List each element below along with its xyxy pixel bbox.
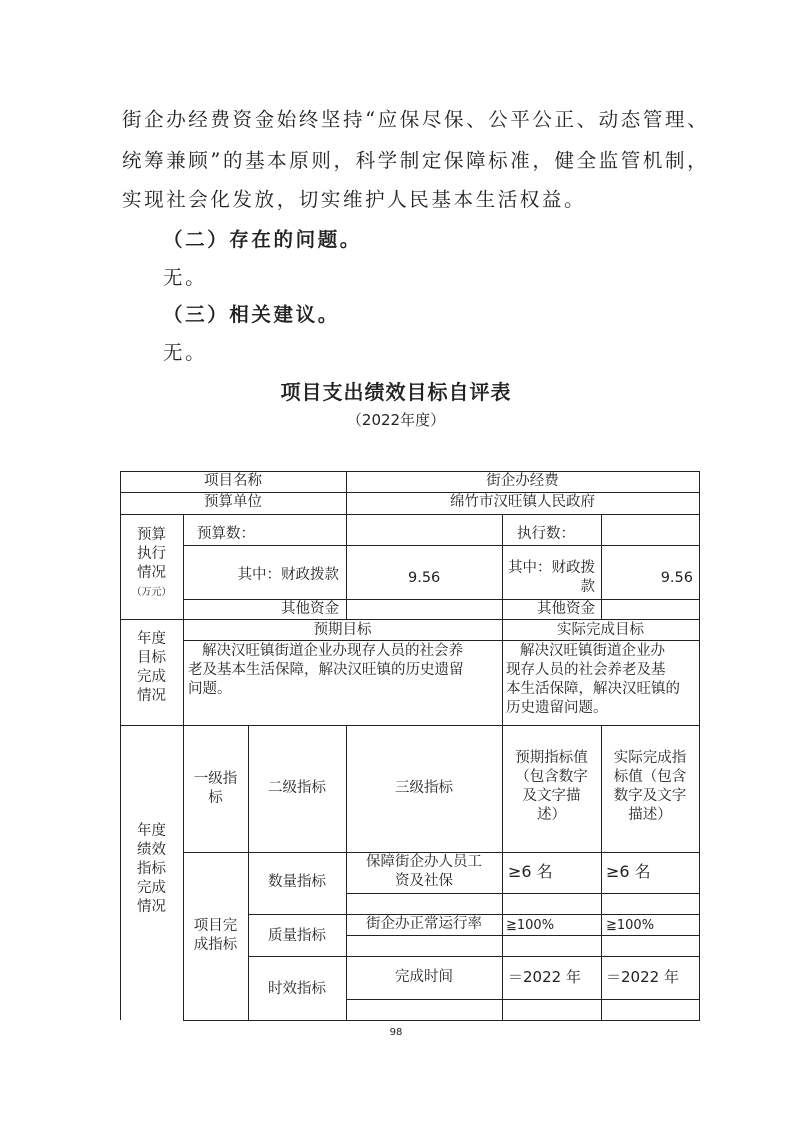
annual-goal-label: 年度 目标 完成 情况 <box>137 631 166 704</box>
table-title: 项目支出绩效目标自评表 <box>280 380 512 404</box>
project-name-value: 街企办经费 <box>486 473 559 489</box>
project-name-label: 项目名称 <box>204 473 262 489</box>
expected-goal-label: 预期目标 <box>313 622 372 638</box>
intro-line-1: 街企办经费资金始终坚持“应保尽保、公平公正、动态管理、 <box>122 108 710 131</box>
other-funds-label-2: 其他资金 <box>537 601 595 617</box>
level2-header: 二级指标 <box>268 780 326 796</box>
row-time-expected: ＝2022 年 <box>508 968 581 986</box>
row-time-level3: 完成时间 <box>395 969 453 985</box>
exec-unit: （万元） <box>131 587 172 598</box>
intro-line-3: 实现社会化发放，切实维护人民基本生活权益。 <box>122 188 587 211</box>
project-completion-label: 项目完 成指标 <box>193 918 238 953</box>
fiscal-exec-label: 其中：财政拨 款 <box>508 560 595 595</box>
budget-unit-label: 预算单位 <box>204 494 262 510</box>
row-quality-actual: ≧100% <box>606 918 655 933</box>
actual-value-header: 实际完成指 标值（包含 数字及文字 描述） <box>613 750 687 823</box>
other-funds-label: 其他资金 <box>281 601 339 617</box>
row-quality-expected: ≧100% <box>506 918 555 933</box>
perf-label: 年度 绩效 指标 完成 情况 <box>137 823 166 915</box>
row-time-level2: 时效指标 <box>268 981 326 997</box>
level1-header: 一级指 标 <box>193 771 238 806</box>
row-quantity-actual: ≥6 名 <box>606 862 651 881</box>
budget-amount-label: 预算数： <box>197 526 255 542</box>
expected-value-header: 预期指标值 （包含数字 及文字描 述） <box>515 750 588 823</box>
intro-line-2: 统筹兼顾”的基本原则，科学制定保障标准，健全监管机制， <box>122 149 710 172</box>
row-quantity-expected: ≥6 名 <box>508 862 553 881</box>
actual-goal-text: 解决汉旺镇街道企业办 现存人员的社会养老及基 本生活保障，解决汉旺镇的 历史遗留问题。 <box>506 643 680 716</box>
fiscal-exec-value: 9.56 <box>660 570 693 586</box>
fiscal-budget-value: 9.56 <box>408 570 441 586</box>
section-3-body: 无。 <box>163 341 208 364</box>
row-quantity-level2: 数量指标 <box>268 874 326 890</box>
fiscal-label: 其中：财政拨款 <box>237 567 339 583</box>
section-3-heading: （三）相关建议。 <box>163 303 340 326</box>
page-number: 98 <box>389 1027 403 1038</box>
budget-unit-value: 绵竹市汉旺镇人民政府 <box>450 494 595 510</box>
exec-amount-label: 执行数： <box>517 526 575 542</box>
section-2-heading: （二）存在的问题。 <box>163 228 362 251</box>
expected-goal-text: 解决汉旺镇街道企业办现存人员的社会养 老及基本生活保障，解决汉旺镇的历史遗留 问题。 <box>188 643 464 697</box>
level3-header: 三级指标 <box>395 780 453 796</box>
actual-goal-label: 实际完成目标 <box>557 622 644 638</box>
row-quality-level3: 街企办正常运行率 <box>366 916 482 932</box>
row-quantity-level3: 保障街企办人员工 资及社保 <box>366 854 482 889</box>
section-2-body: 无。 <box>163 266 208 289</box>
row-time-actual: ＝2022 年 <box>606 968 679 986</box>
exec-label: 预算 执行 情况 （万元） <box>120 526 183 602</box>
row-quality-level2: 质量指标 <box>268 928 326 944</box>
table-year: （2022年度） <box>346 411 446 429</box>
